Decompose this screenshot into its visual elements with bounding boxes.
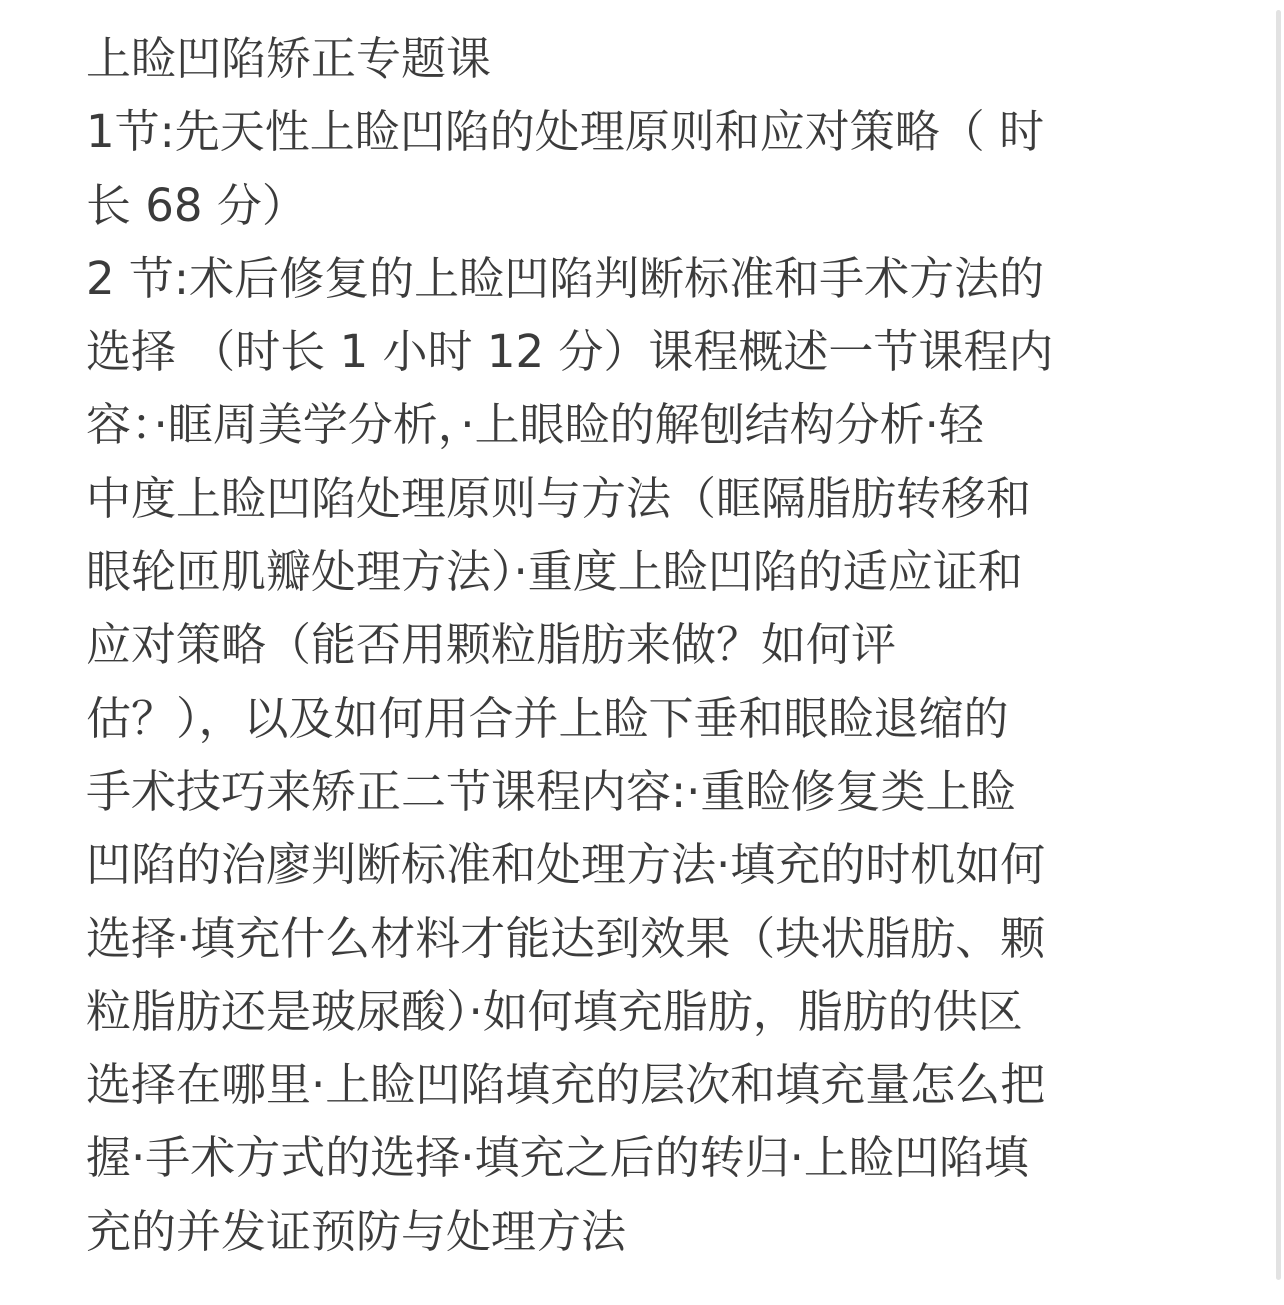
note-line: 容：·眶周美学分析，·上眼睑的解刨结构分析·轻	[86, 398, 984, 452]
note-line: 选择在哪里·上睑凹陷填充的层次和填充量怎么把	[86, 1058, 1046, 1112]
note-line: 估？），以及如何用合并上睑下垂和眼睑退缩的	[86, 691, 1009, 745]
note-title-line: 上睑凹陷矫正专题课	[86, 32, 492, 85]
note-line: 长 68 分）	[86, 178, 307, 232]
note-line: 手术技巧来矫正二节课程内容:·重睑修复类上睑	[86, 764, 1016, 818]
note-line: 眼轮匝肌瓣处理方法）·重度上睑凹陷的适应证和	[86, 545, 1023, 599]
scrollbar-thumb[interactable]	[1276, 10, 1281, 1280]
note-text-body[interactable]	[86, 22, 1198, 1268]
note-line: 粒脂肪还是玻尿酸）·如何填充脂肪，脂肪的供区	[86, 984, 1023, 1038]
note-line: 选择 （时长 1 小时 12 分）课程概述一节课程内	[86, 325, 1054, 379]
note-line: 1节:先天性上睑凹陷的处理原则和应对策略（ 时	[86, 105, 1045, 159]
note-line: 凹陷的治廖判断标准和处理方法·填充的时机如何	[86, 838, 1046, 892]
note-line: 充的并发证预防与处理方法	[86, 1204, 627, 1258]
note-line: 选择·填充什么材料才能达到效果（块状脂肪、颗	[86, 911, 1046, 965]
scrollbar-track[interactable]	[1272, 0, 1284, 1305]
note-line: 2 节:术后修复的上睑凹陷判断标准和手术方法的	[86, 251, 1045, 305]
note-line: 应对策略（能否用颗粒脂肪来做？如何评	[86, 618, 897, 672]
note-line: 握·手术方式的选择·填充之后的转归·上睑凹陷填	[86, 1131, 1029, 1185]
note-line: 中度上睑凹陷处理原则与方法（眶隔脂肪转移和	[86, 471, 1032, 525]
